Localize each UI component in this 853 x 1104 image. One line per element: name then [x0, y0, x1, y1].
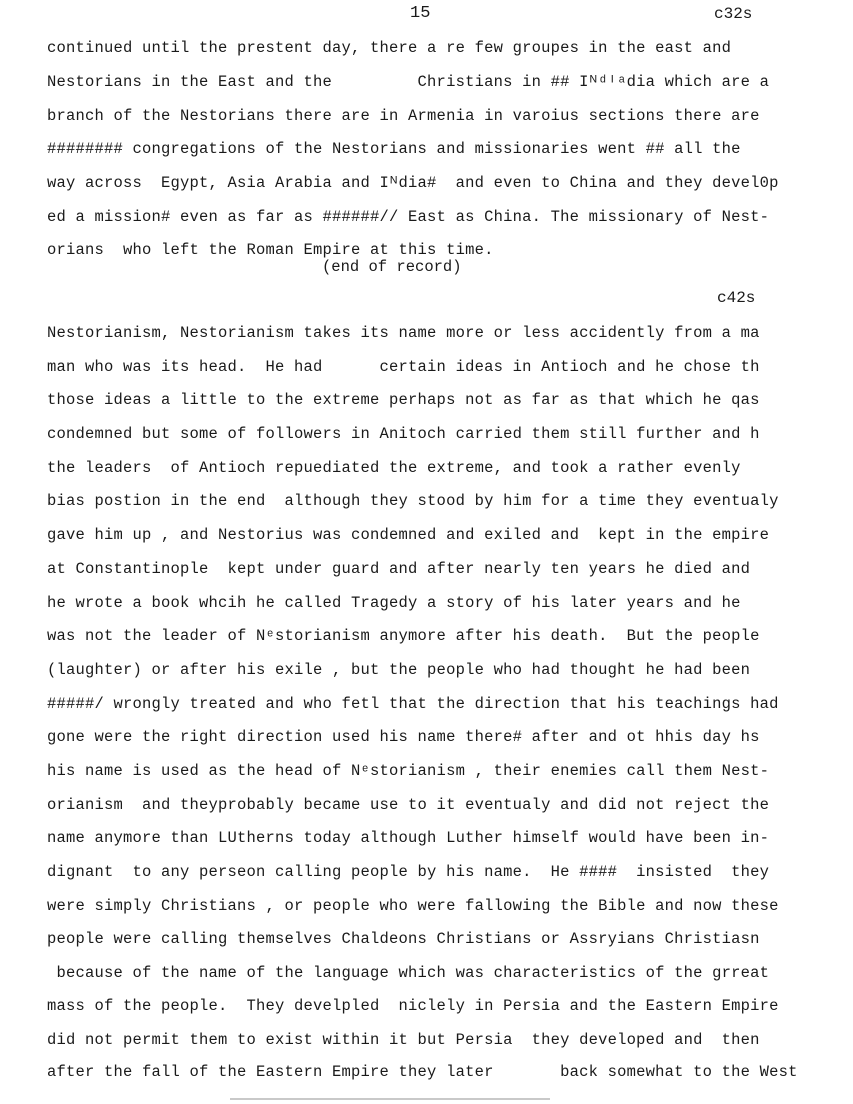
- text-line: mass of the people. They develpled niclely in Persia and the Eastern Empire: [47, 997, 779, 1015]
- text-line: way across Egypt, Asia Arabia and Iᴺdia# and even to China and they devel0p: [47, 174, 779, 192]
- text-line: was not the leader of Nᵉstorianism anymore after his death. But the people: [47, 627, 760, 645]
- text-line: bias postion in the end although they stood by him for a time they eventualy: [47, 492, 779, 510]
- text-line: man who was its head. He had certain ideas in Antioch and he chose th: [47, 358, 760, 376]
- text-line: people were calling themselves Chaldeons Christians or Assryians Christiasn: [47, 930, 760, 948]
- text-line: gave him up , and Nestorius was condemned and exiled and kept in the empire: [47, 526, 770, 544]
- text-line: gone were the right direction used his name there# after and ot hhis day hs: [47, 728, 760, 746]
- text-line: orians who left the Roman Empire at this time.: [47, 241, 494, 259]
- record-code-mid: c42s: [717, 289, 756, 307]
- text-line: were simply Christians , or people who were fallowing the Bible and now these: [47, 897, 779, 915]
- text-line: at Constantinople kept under guard and after nearly ten years he died and: [47, 560, 751, 578]
- text-line: continued until the prestent day, there a re few groupes in the east and: [47, 39, 732, 57]
- text-line: his name is used as the head of Nᵉstorianism , their enemies call them Nest-: [47, 762, 770, 780]
- text-line: ed a mission# even as far as ######// East as China. The missionary of Nest-: [47, 208, 770, 226]
- text-line: Nestorianism, Nestorianism takes its name more or less accidently from a ma: [47, 324, 760, 342]
- text-line: branch of the Nestorians there are in Armenia in varoius sections there are: [47, 107, 760, 125]
- text-line: #####/ wrongly treated and who fetl that the direction that his teachings had: [47, 695, 779, 713]
- text-line: dignant to any perseon calling people by his name. He #### insisted they: [47, 863, 770, 881]
- text-line: ######## congregations of the Nestorians and missionaries went ## all the: [47, 140, 741, 158]
- text-line: the leaders of Antioch repuediated the extreme, and took a rather evenly: [47, 459, 741, 477]
- text-line: after the fall of the Eastern Empire they later back somewhat to the West: [47, 1063, 798, 1081]
- text-line: condemned but some of followers in Anitoch carried them still further and h: [47, 425, 760, 443]
- page-number: 15: [410, 4, 431, 23]
- text-line: orianism and theyprobably became use to it eventualy and did not reject the: [47, 796, 770, 814]
- end-of-record-note: (end of record): [322, 258, 462, 276]
- text-line: he wrote a book whcih he called Tragedy a story of his later years and he: [47, 594, 741, 612]
- text-line: Nestorians in the East and the Christians in ## Iᴺᵈᴵᵃdia which are a: [47, 73, 770, 91]
- text-line: those ideas a little to the extreme perhaps not as far as that which he qas: [47, 391, 760, 409]
- page-edge-mark: [230, 1098, 550, 1100]
- text-line: because of the name of the language which was characteristics of the grreat: [47, 964, 770, 982]
- text-line: name anymore than LUtherns today although Luther himself would have been in-: [47, 829, 770, 847]
- record-code-top: c32s: [714, 5, 753, 23]
- text-line: (laughter) or after his exile , but the people who had thought he had been: [47, 661, 751, 679]
- text-line: did not permit them to exist within it but Persia they developed and then: [47, 1031, 760, 1049]
